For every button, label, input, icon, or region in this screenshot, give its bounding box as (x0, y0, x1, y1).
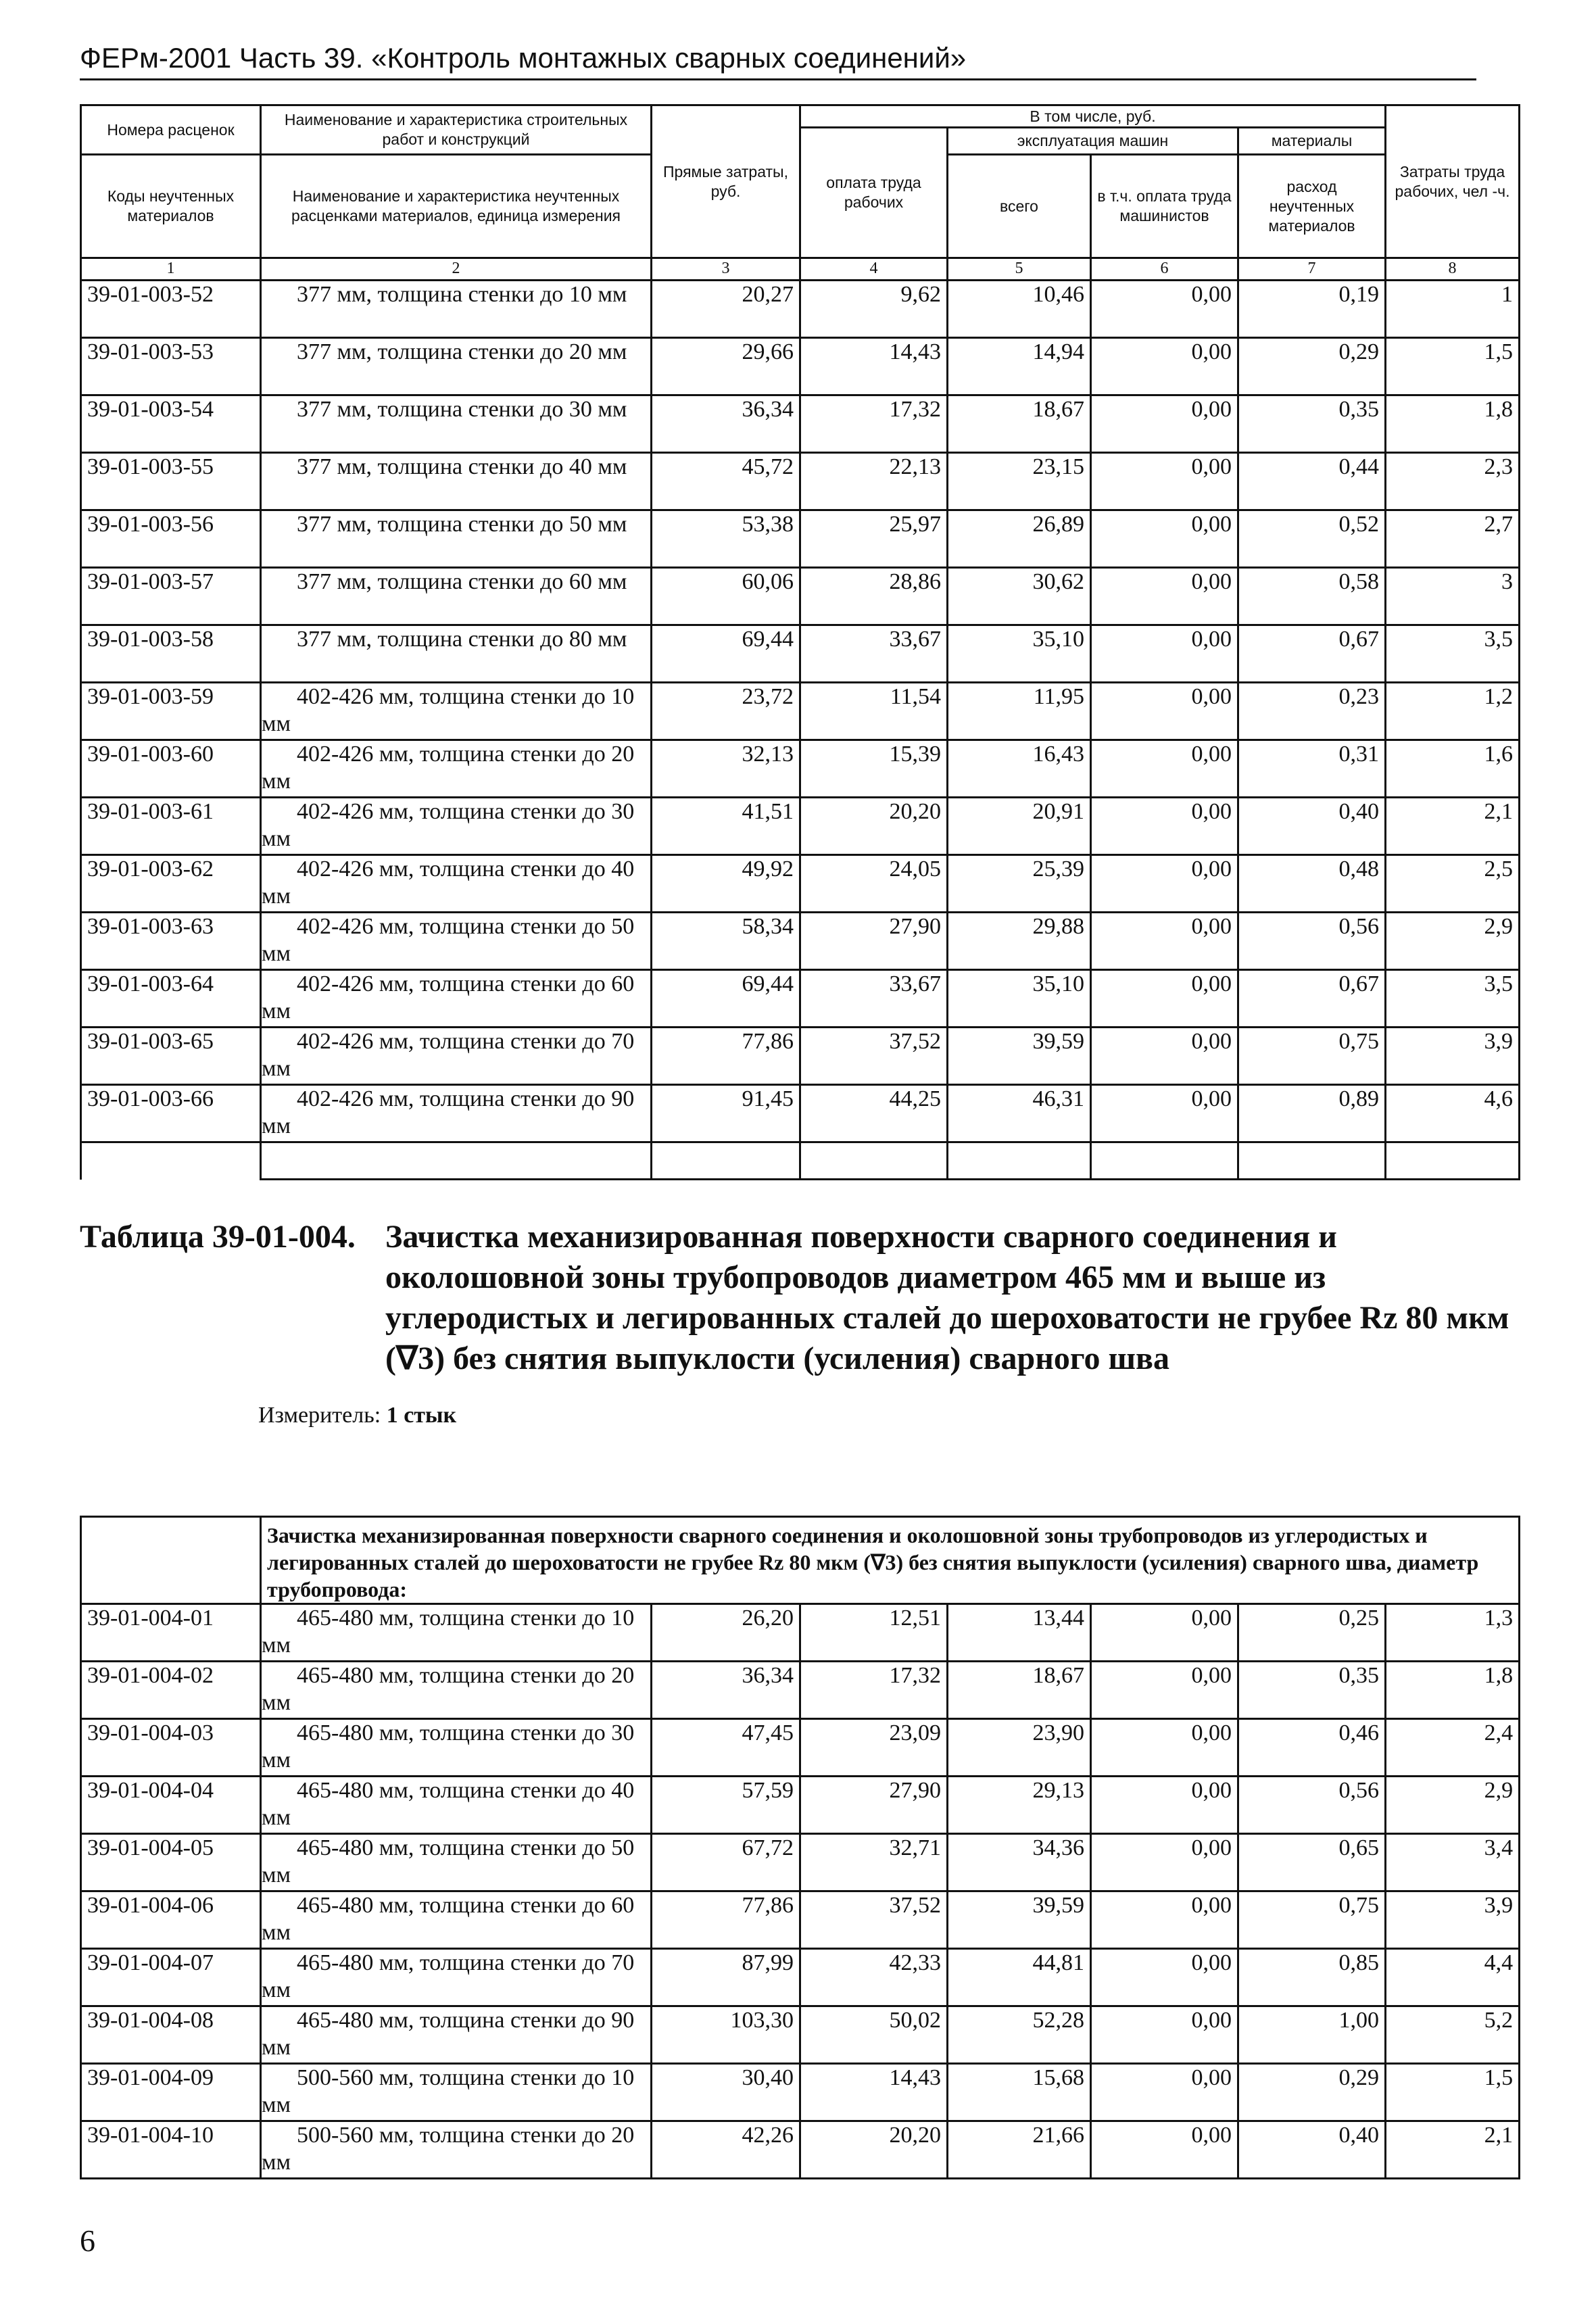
direct-costs-cell: 20,27 (652, 281, 800, 338)
empty-cell (652, 1142, 800, 1180)
operator-wages-cell: 0,00 (1091, 568, 1238, 625)
labor-costs-cell: 2,5 (1386, 855, 1520, 913)
direct-costs-cell: 49,92 (652, 855, 800, 913)
work-description-cell: 377 мм, толщина стенки до 30 мм (261, 395, 652, 453)
materials-cell: 0,85 (1238, 1949, 1386, 2006)
table-004-title (80, 1217, 1520, 1379)
direct-costs-cell: 69,44 (652, 625, 800, 683)
materials-cell: 0,58 (1238, 568, 1386, 625)
wages-cell: 17,32 (800, 395, 948, 453)
table-row (81, 1777, 1520, 1834)
direct-costs-cell: 87,99 (652, 1949, 800, 2006)
column-number: 1 (81, 258, 261, 281)
work-description-cell: 402-426 мм, толщина стенки до 20 мм (261, 740, 652, 798)
labor-costs-cell: 3,9 (1386, 1028, 1520, 1085)
wages-cell: 15,39 (800, 740, 948, 798)
table-row (81, 1719, 1520, 1777)
header-machines-total: всего (948, 155, 1091, 258)
table-row (81, 1834, 1520, 1891)
machines-total-cell: 14,94 (948, 338, 1091, 395)
measurement-value: 1 стык (386, 1403, 457, 1428)
column-number: 8 (1386, 258, 1520, 281)
materials-cell: 0,25 (1238, 1604, 1386, 1662)
operator-wages-cell: 0,00 (1091, 1834, 1238, 1891)
work-description-cell: 465-480 мм, толщина стенки до 10 мм (261, 1604, 652, 1662)
measurement-label: Измеритель: (258, 1403, 381, 1428)
column-number: 5 (948, 258, 1091, 281)
materials-cell: 0,48 (1238, 855, 1386, 913)
machines-total-cell: 35,10 (948, 970, 1091, 1028)
empty-cell (1386, 1142, 1520, 1180)
labor-costs-cell: 2,7 (1386, 510, 1520, 568)
labor-costs-cell: 2,4 (1386, 1719, 1520, 1777)
direct-costs-cell: 36,34 (652, 1662, 800, 1719)
machines-total-cell: 35,10 (948, 625, 1091, 683)
table-row (81, 281, 1520, 338)
header-direct-costs: Прямые затраты, руб. (652, 105, 800, 258)
measurement-unit (258, 1403, 456, 1428)
machines-total-cell: 39,59 (948, 1891, 1091, 1949)
page-number: 6 (80, 2223, 95, 2258)
operator-wages-cell: 0,00 (1091, 798, 1238, 855)
direct-costs-cell: 26,20 (652, 1604, 800, 1662)
rate-code-cell: 39-01-004-02 (81, 1662, 261, 1719)
table-row (81, 625, 1520, 683)
empty-cell (261, 1142, 652, 1180)
direct-costs-cell: 29,66 (652, 338, 800, 395)
operator-wages-cell: 0,00 (1091, 1028, 1238, 1085)
rate-code-cell: 39-01-004-07 (81, 1949, 261, 2006)
work-description-cell: 500-560 мм, толщина стенки до 10 мм (261, 2064, 652, 2121)
rate-code-cell: 39-01-003-63 (81, 913, 261, 970)
labor-costs-cell: 1,6 (1386, 740, 1520, 798)
materials-cell: 0,67 (1238, 970, 1386, 1028)
machines-total-cell: 16,43 (948, 740, 1091, 798)
table-row (81, 1085, 1520, 1142)
operator-wages-cell: 0,00 (1091, 1719, 1238, 1777)
wages-cell: 32,71 (800, 1834, 948, 1891)
work-description-cell: 402-426 мм, толщина стенки до 50 мм (261, 913, 652, 970)
rate-code-cell: 39-01-003-66 (81, 1085, 261, 1142)
header-materials: материалы (1238, 128, 1386, 155)
rate-code-cell: 39-01-004-04 (81, 1777, 261, 1834)
machines-total-cell: 46,31 (948, 1085, 1091, 1142)
work-description-cell: 377 мм, толщина стенки до 40 мм (261, 453, 652, 510)
header-rate-numbers: Номера расценок (81, 105, 261, 155)
materials-cell: 0,40 (1238, 798, 1386, 855)
empty-cell (948, 1142, 1091, 1180)
direct-costs-cell: 23,72 (652, 683, 800, 740)
wages-cell: 33,67 (800, 970, 948, 1028)
rate-code-cell: 39-01-004-03 (81, 1719, 261, 1777)
rate-code-cell: 39-01-003-61 (81, 798, 261, 855)
wages-cell: 14,43 (800, 2064, 948, 2121)
operator-wages-cell: 0,00 (1091, 1085, 1238, 1142)
direct-costs-cell: 30,40 (652, 2064, 800, 2121)
rate-code-cell: 39-01-004-06 (81, 1891, 261, 1949)
machines-total-cell: 23,15 (948, 453, 1091, 510)
wages-cell: 50,02 (800, 2006, 948, 2064)
direct-costs-cell: 60,06 (652, 568, 800, 625)
materials-cell: 0,56 (1238, 1777, 1386, 1834)
direct-costs-cell: 53,38 (652, 510, 800, 568)
work-description-cell: 465-480 мм, толщина стенки до 90 мм (261, 2006, 652, 2064)
header-materials-consumption: расход неучтенных материалов (1238, 155, 1386, 258)
machines-total-cell: 20,91 (948, 798, 1091, 855)
work-description-cell: 402-426 мм, толщина стенки до 30 мм (261, 798, 652, 855)
empty-cell (1238, 1142, 1386, 1180)
section-description: Зачистка механизированная поверхности сварного соединения и околошовной зоны трубопроводов из углеродистых и легированных сталей до шероховатости не грубее Rz 80 мкм (∇3) без снятия выпуклости (усиления) сварного шва, диаметр трубопровода: (261, 1517, 1520, 1604)
table-row (81, 1028, 1520, 1085)
materials-cell: 0,31 (1238, 740, 1386, 798)
materials-cell: 0,67 (1238, 625, 1386, 683)
operator-wages-cell: 0,00 (1091, 855, 1238, 913)
operator-wages-cell: 0,00 (1091, 338, 1238, 395)
machines-total-cell: 30,62 (948, 568, 1091, 625)
labor-costs-cell: 2,1 (1386, 2121, 1520, 2179)
operator-wages-cell: 0,00 (1091, 510, 1238, 568)
materials-cell: 1,00 (1238, 2006, 1386, 2064)
machines-total-cell: 23,90 (948, 1719, 1091, 1777)
wages-cell: 14,43 (800, 338, 948, 395)
column-numbers-row (81, 258, 1520, 281)
table-row (81, 683, 1520, 740)
machines-total-cell: 29,88 (948, 913, 1091, 970)
wages-cell: 20,20 (800, 2121, 948, 2179)
table-row (81, 2006, 1520, 2064)
machines-total-cell: 18,67 (948, 1662, 1091, 1719)
labor-costs-cell: 3,4 (1386, 1834, 1520, 1891)
machines-total-cell: 25,39 (948, 855, 1091, 913)
materials-cell: 0,52 (1238, 510, 1386, 568)
column-number: 2 (261, 258, 652, 281)
work-description-cell: 500-560 мм, толщина стенки до 20 мм (261, 2121, 652, 2179)
work-description-cell: 402-426 мм, толщина стенки до 10 мм (261, 683, 652, 740)
labor-costs-cell: 1,5 (1386, 338, 1520, 395)
direct-costs-cell: 42,26 (652, 2121, 800, 2179)
materials-cell: 0,35 (1238, 395, 1386, 453)
rate-code-cell: 39-01-003-56 (81, 510, 261, 568)
machines-total-cell: 13,44 (948, 1604, 1091, 1662)
materials-cell: 0,56 (1238, 913, 1386, 970)
operator-wages-cell: 0,00 (1091, 740, 1238, 798)
labor-costs-cell: 1,8 (1386, 395, 1520, 453)
rate-code-cell: 39-01-003-58 (81, 625, 261, 683)
rate-code-cell: 39-01-003-54 (81, 395, 261, 453)
wages-cell: 24,05 (800, 855, 948, 913)
rate-code-cell: 39-01-003-53 (81, 338, 261, 395)
empty-cell (1091, 1142, 1238, 1180)
direct-costs-cell: 47,45 (652, 1719, 800, 1777)
operator-wages-cell: 0,00 (1091, 1949, 1238, 2006)
materials-cell: 0,89 (1238, 1085, 1386, 1142)
labor-costs-cell: 3 (1386, 568, 1520, 625)
table-row (81, 568, 1520, 625)
column-number: 3 (652, 258, 800, 281)
direct-costs-cell: 58,34 (652, 913, 800, 970)
materials-cell: 0,44 (1238, 453, 1386, 510)
materials-cell: 0,19 (1238, 281, 1386, 338)
section-header-row (81, 1517, 1520, 1604)
header-machines-operator-wages: в т.ч. оплата труда машинистов (1091, 155, 1238, 258)
rates-table-003 (80, 104, 1520, 1180)
labor-costs-cell: 1 (1386, 281, 1520, 338)
rate-code-cell: 39-01-004-10 (81, 2121, 261, 2179)
header-wages: оплата труда рабочих (800, 128, 948, 258)
direct-costs-cell: 77,86 (652, 1891, 800, 1949)
labor-costs-cell: 3,5 (1386, 625, 1520, 683)
rate-code-cell: 39-01-004-05 (81, 1834, 261, 1891)
table-004-label: Таблица 39-01-004. (80, 1219, 356, 1255)
wages-cell: 37,52 (800, 1891, 948, 1949)
operator-wages-cell: 0,00 (1091, 2006, 1238, 2064)
empty-cell (800, 1142, 948, 1180)
empty-cell (81, 1142, 261, 1180)
table-004-title-text: Зачистка механизированная поверхности сварного соединения и околошовной зоны трубопроводов диаметром 465 мм и выше из углеродистых и легированных сталей до шероховатости не грубее Rz 80 мкм (∇3) без снятия выпуклости (усиления) сварного шва (385, 1219, 1509, 1376)
wages-cell: 27,90 (800, 1777, 948, 1834)
rate-code-cell: 39-01-003-65 (81, 1028, 261, 1085)
table-row (81, 1949, 1520, 2006)
machines-total-cell: 26,89 (948, 510, 1091, 568)
operator-wages-cell: 0,00 (1091, 683, 1238, 740)
table-row (81, 913, 1520, 970)
table-row (81, 453, 1520, 510)
work-description-cell: 377 мм, толщина стенки до 50 мм (261, 510, 652, 568)
work-description-cell: 465-480 мм, толщина стенки до 40 мм (261, 1777, 652, 1834)
operator-wages-cell: 0,00 (1091, 395, 1238, 453)
work-description-cell: 465-480 мм, толщина стенки до 20 мм (261, 1662, 652, 1719)
machines-total-cell: 11,95 (948, 683, 1091, 740)
header-material-codes: Коды неучтенных материалов (81, 155, 261, 258)
rates-table-004 (80, 1516, 1520, 2179)
header-machines: эксплуатация машин (948, 128, 1238, 155)
direct-costs-cell: 69,44 (652, 970, 800, 1028)
operator-wages-cell: 0,00 (1091, 1777, 1238, 1834)
machines-total-cell: 15,68 (948, 2064, 1091, 2121)
labor-costs-cell: 2,9 (1386, 1777, 1520, 1834)
machines-total-cell: 10,46 (948, 281, 1091, 338)
wages-cell: 23,09 (800, 1719, 948, 1777)
materials-cell: 0,23 (1238, 683, 1386, 740)
direct-costs-cell: 67,72 (652, 1834, 800, 1891)
labor-costs-cell: 1,2 (1386, 683, 1520, 740)
rate-code-cell: 39-01-004-08 (81, 2006, 261, 2064)
direct-costs-cell: 36,34 (652, 395, 800, 453)
wages-cell: 20,20 (800, 798, 948, 855)
column-number: 6 (1091, 258, 1238, 281)
operator-wages-cell: 0,00 (1091, 281, 1238, 338)
materials-cell: 0,40 (1238, 2121, 1386, 2179)
wages-cell: 37,52 (800, 1028, 948, 1085)
header-including: В том числе, руб. (800, 105, 1386, 128)
materials-cell: 0,65 (1238, 1834, 1386, 1891)
machines-total-cell: 21,66 (948, 2121, 1091, 2179)
labor-costs-cell: 5,2 (1386, 2006, 1520, 2064)
header-rule (80, 78, 1476, 80)
work-description-cell: 377 мм, толщина стенки до 10 мм (261, 281, 652, 338)
labor-costs-cell: 4,6 (1386, 1085, 1520, 1142)
table-row (81, 1604, 1520, 1662)
labor-costs-cell: 1,5 (1386, 2064, 1520, 2121)
rate-code-cell: 39-01-003-60 (81, 740, 261, 798)
spacer-row (81, 1142, 1520, 1180)
table-row (81, 855, 1520, 913)
work-description-cell: 465-480 мм, толщина стенки до 30 мм (261, 1719, 652, 1777)
table-row (81, 510, 1520, 568)
materials-cell: 0,46 (1238, 1719, 1386, 1777)
machines-total-cell: 44,81 (948, 1949, 1091, 2006)
labor-costs-cell: 2,3 (1386, 453, 1520, 510)
wages-cell: 28,86 (800, 568, 948, 625)
direct-costs-cell: 32,13 (652, 740, 800, 798)
direct-costs-cell: 91,45 (652, 1085, 800, 1142)
rate-code-cell: 39-01-003-52 (81, 281, 261, 338)
wages-cell: 25,97 (800, 510, 948, 568)
work-description-cell: 465-480 мм, толщина стенки до 50 мм (261, 1834, 652, 1891)
table-row (81, 1891, 1520, 1949)
table-row (81, 2064, 1520, 2121)
direct-costs-cell: 41,51 (652, 798, 800, 855)
operator-wages-cell: 0,00 (1091, 1604, 1238, 1662)
wages-cell: 42,33 (800, 1949, 948, 2006)
work-description-cell: 465-480 мм, толщина стенки до 70 мм (261, 1949, 652, 2006)
rate-code-cell: 39-01-004-09 (81, 2064, 261, 2121)
operator-wages-cell: 0,00 (1091, 913, 1238, 970)
direct-costs-cell: 103,30 (652, 2006, 800, 2064)
labor-costs-cell: 3,5 (1386, 970, 1520, 1028)
materials-cell: 0,29 (1238, 2064, 1386, 2121)
table-row (81, 1662, 1520, 1719)
header-material-name: Наименование и характеристика неучтенных расценками материалов, единица измерения (261, 155, 652, 258)
work-description-cell: 402-426 мм, толщина стенки до 70 мм (261, 1028, 652, 1085)
materials-cell: 0,29 (1238, 338, 1386, 395)
table-row (81, 798, 1520, 855)
wages-cell: 22,13 (800, 453, 948, 510)
rate-code-cell: 39-01-003-64 (81, 970, 261, 1028)
operator-wages-cell: 0,00 (1091, 1662, 1238, 1719)
machines-total-cell: 39,59 (948, 1028, 1091, 1085)
rate-code-cell: 39-01-003-57 (81, 568, 261, 625)
operator-wages-cell: 0,00 (1091, 2064, 1238, 2121)
operator-wages-cell: 0,00 (1091, 970, 1238, 1028)
rate-code-cell: 39-01-003-59 (81, 683, 261, 740)
table-row (81, 740, 1520, 798)
column-number: 4 (800, 258, 948, 281)
wages-cell: 11,54 (800, 683, 948, 740)
machines-total-cell: 34,36 (948, 1834, 1091, 1891)
labor-costs-cell: 2,9 (1386, 913, 1520, 970)
running-title: ФЕРм-2001 Часть 39. «Контроль монтажных сварных соединений» (80, 42, 967, 74)
work-description-cell: 377 мм, толщина стенки до 60 мм (261, 568, 652, 625)
work-description-cell: 377 мм, толщина стенки до 80 мм (261, 625, 652, 683)
operator-wages-cell: 0,00 (1091, 453, 1238, 510)
table-row (81, 395, 1520, 453)
section-empty-cell (81, 1517, 261, 1604)
direct-costs-cell: 45,72 (652, 453, 800, 510)
direct-costs-cell: 77,86 (652, 1028, 800, 1085)
operator-wages-cell: 0,00 (1091, 2121, 1238, 2179)
table-row (81, 2121, 1520, 2179)
direct-costs-cell: 57,59 (652, 1777, 800, 1834)
operator-wages-cell: 0,00 (1091, 625, 1238, 683)
header-work-name: Наименование и характеристика строительных работ и конструкций (261, 105, 652, 155)
rate-code-cell: 39-01-003-62 (81, 855, 261, 913)
wages-cell: 9,62 (800, 281, 948, 338)
header-labor-costs: Затраты труда рабочих, чел -ч. (1386, 105, 1520, 258)
header-row-1 (81, 105, 1520, 128)
wages-cell: 12,51 (800, 1604, 948, 1662)
rate-code-cell: 39-01-004-01 (81, 1604, 261, 1662)
labor-costs-cell: 1,8 (1386, 1662, 1520, 1719)
labor-costs-cell: 1,3 (1386, 1604, 1520, 1662)
work-description-cell: 465-480 мм, толщина стенки до 60 мм (261, 1891, 652, 1949)
machines-total-cell: 29,13 (948, 1777, 1091, 1834)
labor-costs-cell: 4,4 (1386, 1949, 1520, 2006)
column-number: 7 (1238, 258, 1386, 281)
machines-total-cell: 18,67 (948, 395, 1091, 453)
labor-costs-cell: 2,1 (1386, 798, 1520, 855)
rate-code-cell: 39-01-003-55 (81, 453, 261, 510)
materials-cell: 0,35 (1238, 1662, 1386, 1719)
work-description-cell: 402-426 мм, толщина стенки до 60 мм (261, 970, 652, 1028)
table-row (81, 338, 1520, 395)
wages-cell: 27,90 (800, 913, 948, 970)
labor-costs-cell: 3,9 (1386, 1891, 1520, 1949)
work-description-cell: 377 мм, толщина стенки до 20 мм (261, 338, 652, 395)
materials-cell: 0,75 (1238, 1891, 1386, 1949)
materials-cell: 0,75 (1238, 1028, 1386, 1085)
work-description-cell: 402-426 мм, толщина стенки до 90 мм (261, 1085, 652, 1142)
table-row (81, 970, 1520, 1028)
wages-cell: 33,67 (800, 625, 948, 683)
operator-wages-cell: 0,00 (1091, 1891, 1238, 1949)
wages-cell: 44,25 (800, 1085, 948, 1142)
work-description-cell: 402-426 мм, толщина стенки до 40 мм (261, 855, 652, 913)
machines-total-cell: 52,28 (948, 2006, 1091, 2064)
wages-cell: 17,32 (800, 1662, 948, 1719)
